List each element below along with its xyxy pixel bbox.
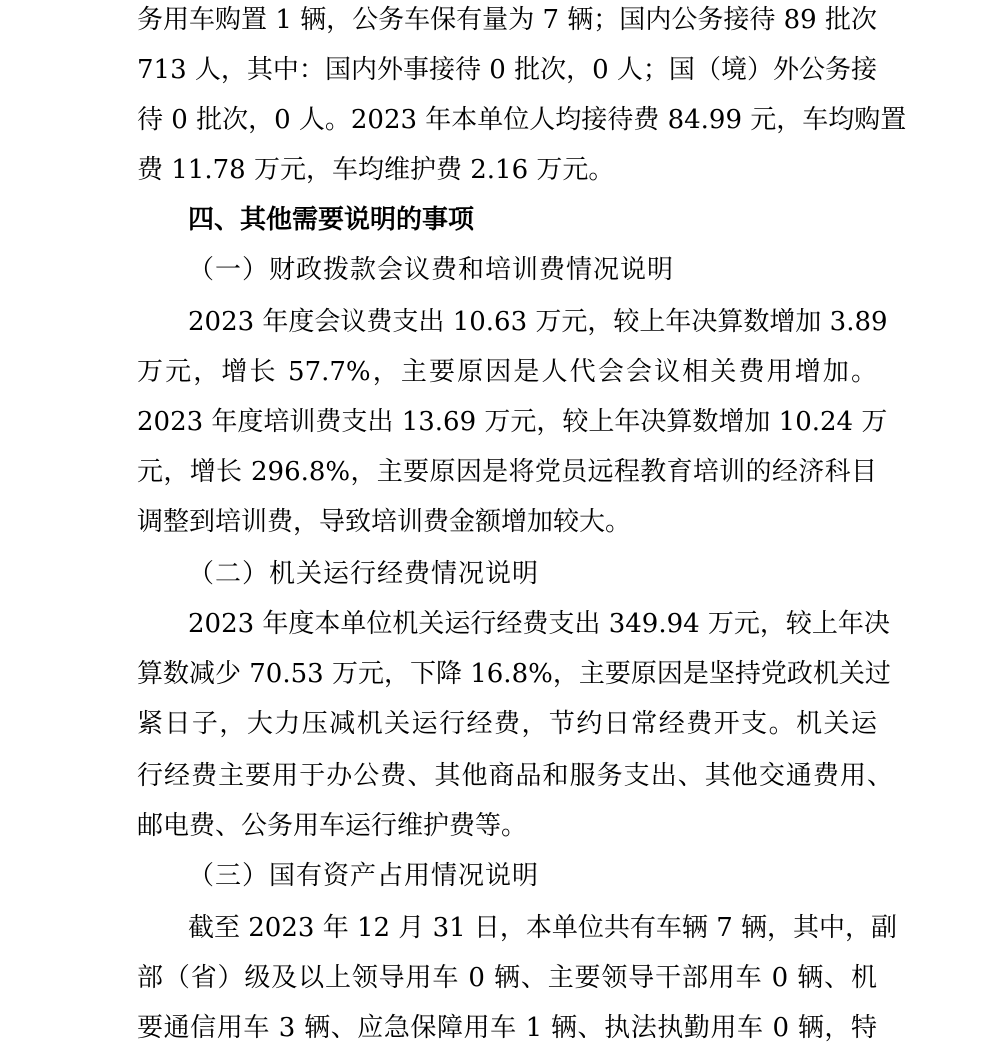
paragraph-line: 万元，增长 57.7%，主要原因是人代会会议相关费用增加。: [137, 357, 877, 387]
paragraph-line: 行经费主要用于办公费、其他商品和服务支出、其他交通费用、: [137, 761, 893, 791]
paragraph-line: 部（省）级及以上领导用车 0 辆、主要领导干部用车 0 辆、机: [137, 963, 877, 993]
section-heading: 四、其他需要说明的事项: [188, 205, 475, 235]
paragraph-line: 费 11.78 万元，车均维护费 2.16 万元。: [137, 155, 615, 185]
paragraph-line: 截至 2023 年 12 月 31 日，本单位共有车辆 7 辆，其中，副: [188, 913, 897, 943]
paragraph-line: 紧日子，大力压减机关运行经费，节约日常经费开支。机关运: [137, 709, 877, 739]
paragraph-line: 713 人，其中：国内外事接待 0 批次，0 人；国（境）外公务接: [137, 55, 877, 85]
subsection-heading: （二）机关运行经费情况说明: [188, 559, 540, 589]
paragraph-line: 务用车购置 1 辆，公务车保有量为 7 辆；国内公务接待 89 批次: [137, 5, 877, 35]
paragraph-line: 2023 年度本单位机关运行经费支出 349.94 万元，较上年决: [188, 609, 890, 639]
paragraph-line: 2023 年度会议费支出 10.63 万元，较上年决算数增加 3.89: [188, 307, 888, 337]
subsection-heading: （三）国有资产占用情况说明: [188, 861, 540, 891]
subsection-heading: （一）财政拨款会议费和培训费情况说明: [188, 255, 675, 285]
paragraph-line: 元，增长 296.8%，主要原因是将党员远程教育培训的经济科目: [137, 457, 877, 487]
paragraph-line: 邮电费、公务用车运行维护费等。: [137, 811, 528, 841]
paragraph-line: 2023 年度培训费支出 13.69 万元，较上年决算数增加 10.24 万: [137, 407, 888, 437]
paragraph-line: 算数减少 70.53 万元，下降 16.8%，主要原因是坚持党政机关过: [137, 659, 891, 689]
paragraph-line: 要通信用车 3 辆、应急保障用车 1 辆、执法执勤用车 0 辆，特: [137, 1013, 877, 1043]
paragraph-line: 调整到培训费，导致培训费金额增加较大。: [137, 507, 632, 537]
paragraph-line: 待 0 批次，0 人。2023 年本单位人均接待费 84.99 元，车均购置: [137, 105, 907, 135]
